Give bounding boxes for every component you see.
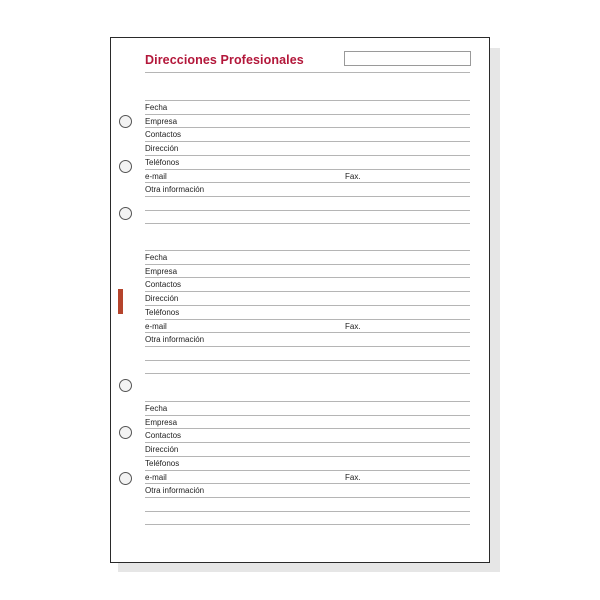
field-label: Teléfonos [145, 157, 180, 167]
form-rule [145, 511, 470, 512]
form-rule [145, 373, 470, 374]
field-label: Teléfonos [145, 458, 180, 468]
field-label: Contactos [145, 431, 182, 441]
field-label: Dirección [145, 445, 179, 455]
form-rule [145, 332, 470, 333]
form-rule [145, 360, 470, 361]
form-rule [145, 291, 470, 292]
form-rule [145, 524, 470, 525]
fax-label: Fax. [345, 472, 361, 482]
form-rule [145, 169, 470, 170]
form-rule [145, 401, 470, 402]
field-label: Otra información [145, 335, 205, 345]
binder-hole-icon [119, 160, 132, 173]
form-rule [145, 483, 470, 484]
field-label: Otra información [145, 486, 205, 496]
form-rule [145, 470, 470, 471]
field-label: Fecha [145, 404, 168, 413]
page-title: Direcciones Profesionales [145, 53, 304, 67]
form-rule [145, 415, 470, 416]
binder-hole-icon [119, 472, 132, 485]
field-label: e-mail [145, 472, 167, 482]
form-rule [145, 141, 470, 142]
field-label: Dirección [145, 294, 179, 304]
binder-hole-icon [119, 115, 132, 128]
field-label: Otra información [145, 185, 205, 195]
form-rule [145, 277, 470, 278]
form-rule [145, 155, 470, 156]
form-rule [145, 196, 470, 197]
form-rule [145, 264, 470, 265]
title-rule [145, 72, 470, 73]
field-label: e-mail [145, 171, 167, 181]
fax-label: Fax. [345, 321, 361, 331]
field-label: Fecha [145, 253, 168, 262]
form-rule [145, 497, 470, 498]
field-label: e-mail [145, 321, 167, 331]
form-rule [145, 442, 470, 443]
form-rule [145, 428, 470, 429]
form-rule [145, 210, 470, 211]
field-label: Dirección [145, 144, 179, 154]
binder-hole-icon [119, 207, 132, 220]
fax-label: Fax. [345, 171, 361, 181]
field-label: Fecha [145, 103, 168, 112]
field-label: Contactos [145, 130, 182, 140]
field-label: Empresa [145, 266, 178, 276]
planner-sheet [110, 37, 490, 563]
form-rule [145, 319, 470, 320]
form-rule [145, 250, 470, 251]
title-field[interactable] [344, 51, 471, 66]
form-rule [145, 223, 470, 224]
form-rule [145, 305, 470, 306]
field-label: Empresa [145, 417, 178, 427]
brand-mark [118, 289, 123, 314]
form-rule [145, 182, 470, 183]
field-label: Empresa [145, 116, 178, 126]
form-rule [145, 346, 470, 347]
field-label: Contactos [145, 280, 182, 290]
form-rule [145, 114, 470, 115]
binder-hole-icon [119, 379, 132, 392]
form-rule [145, 127, 470, 128]
form-rule [145, 100, 470, 101]
binder-hole-icon [119, 426, 132, 439]
field-label: Teléfonos [145, 307, 180, 317]
form-rule [145, 456, 470, 457]
